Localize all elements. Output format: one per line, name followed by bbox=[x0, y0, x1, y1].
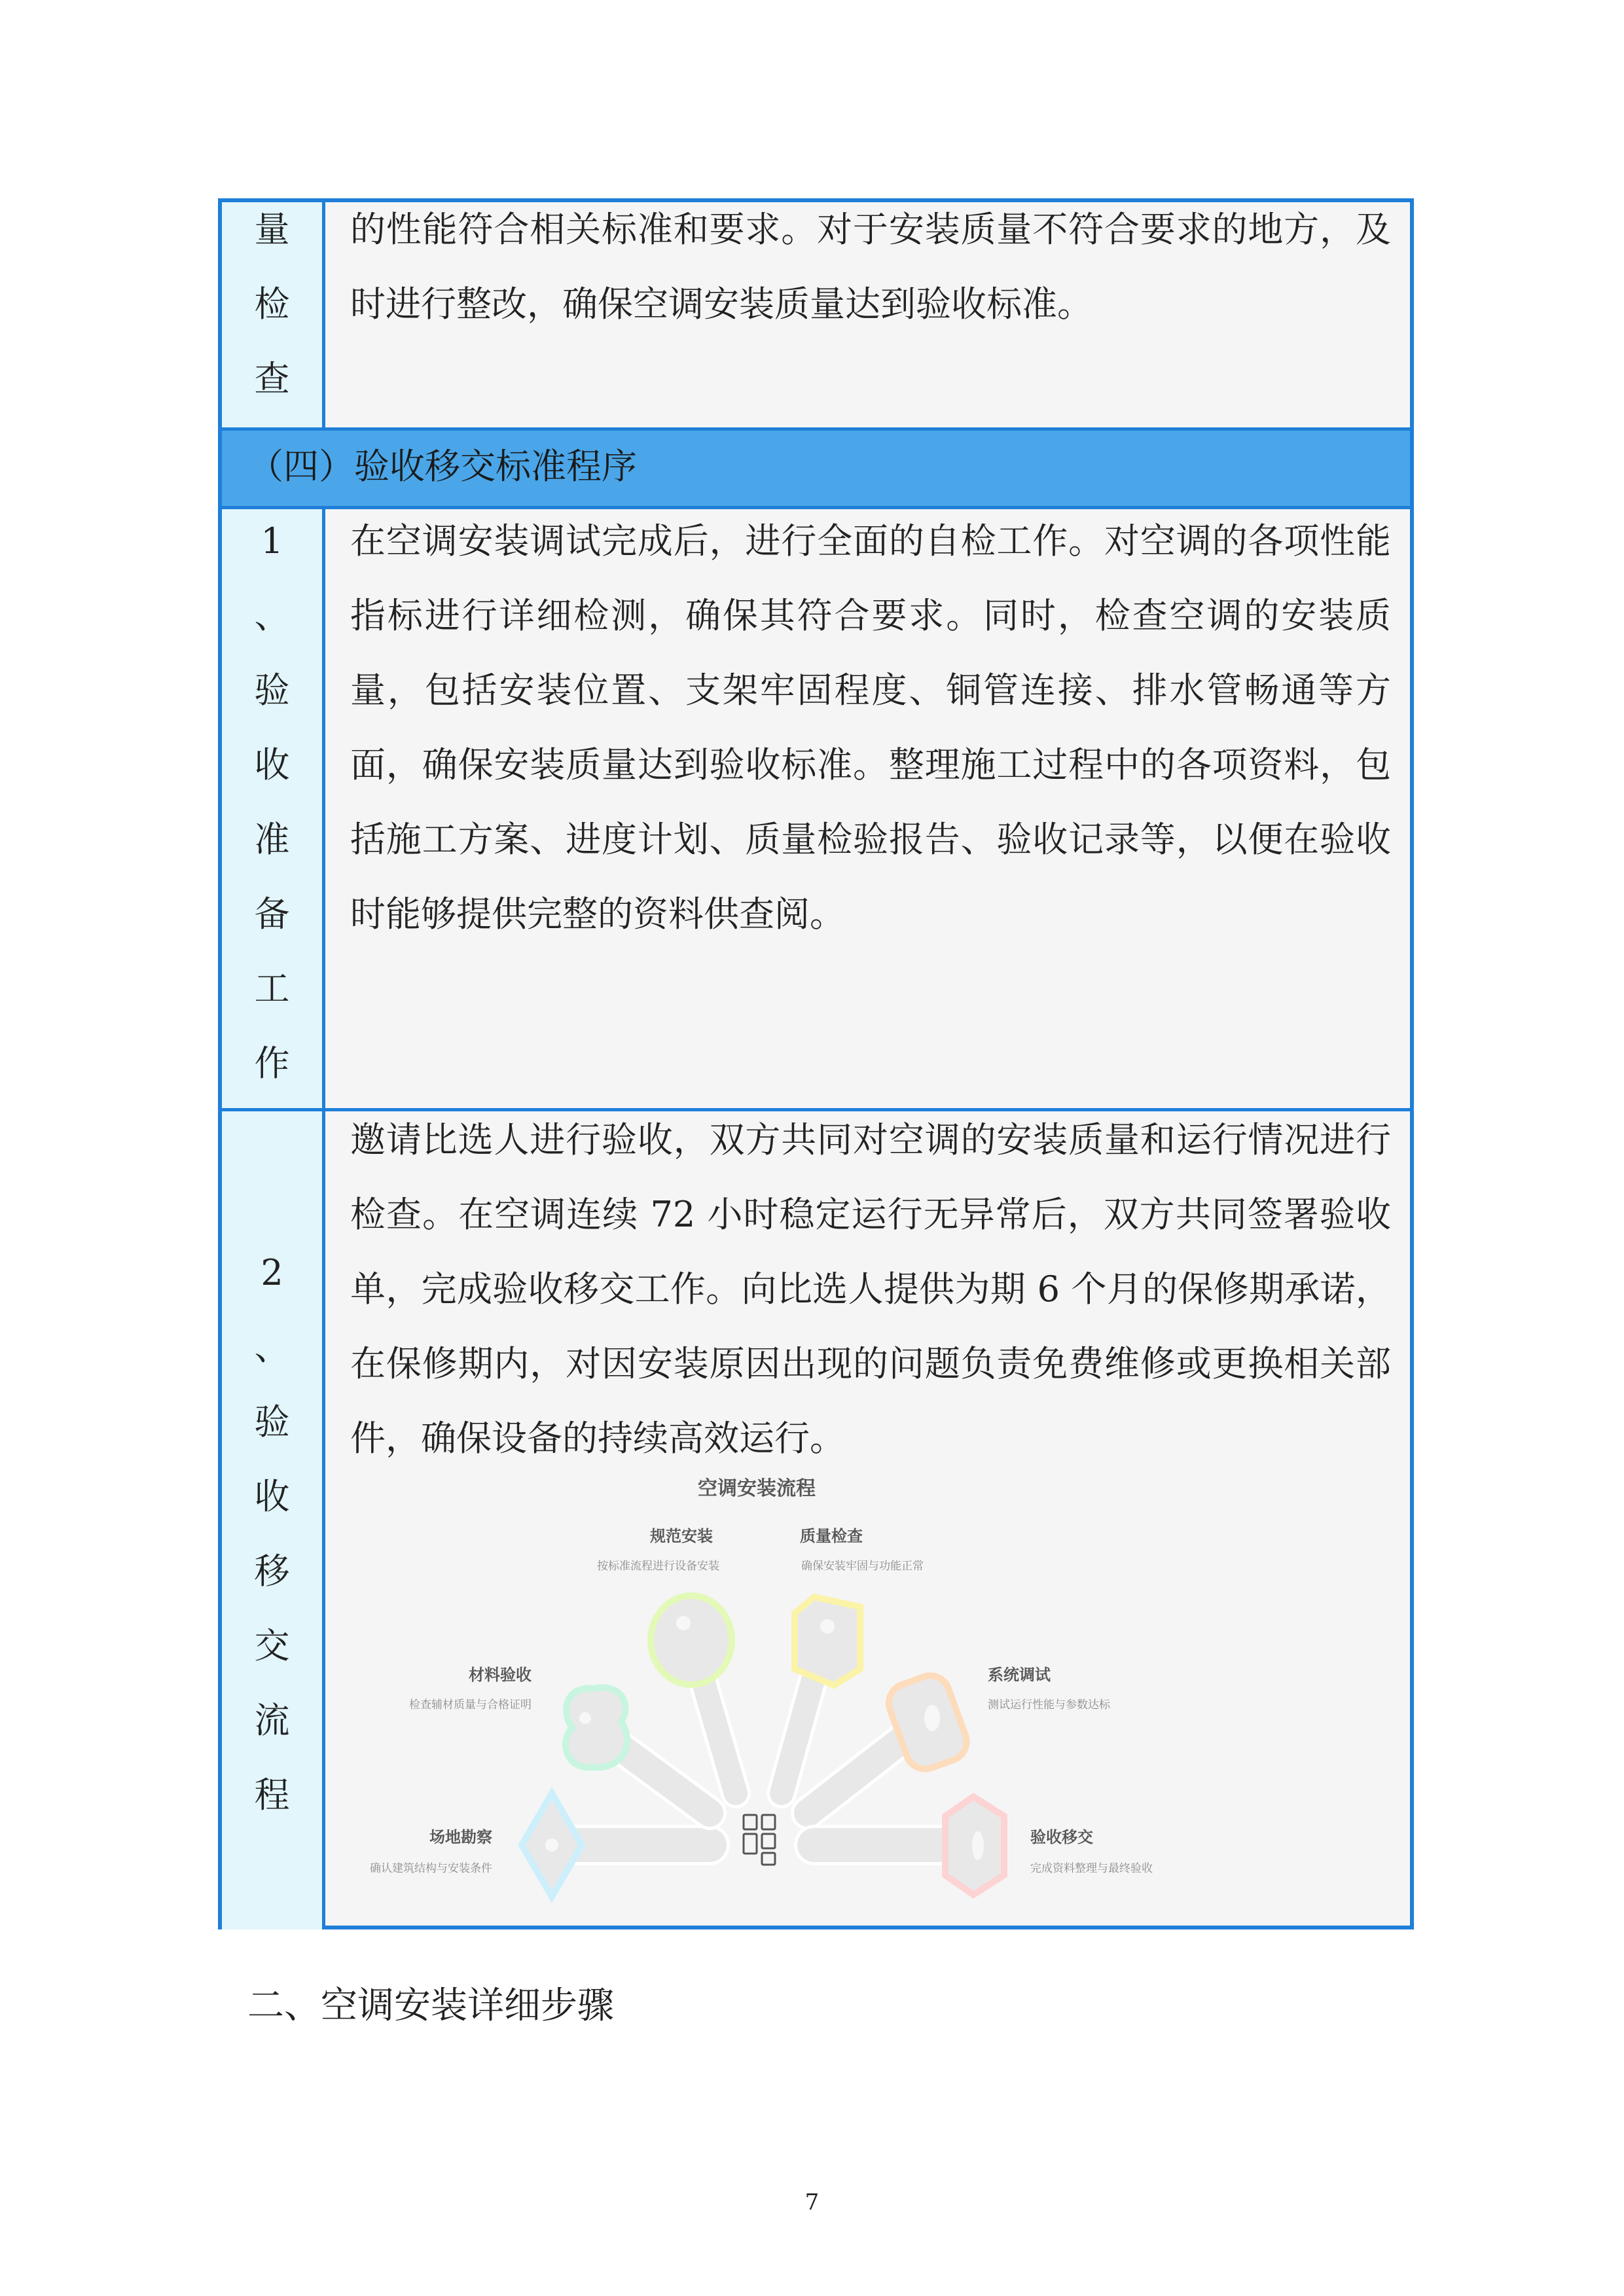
label-char: 交 bbox=[254, 1625, 290, 1666]
page-number: 7 bbox=[804, 2189, 820, 2215]
row-text: 邀请比选人进行验收，双方共同对空调的安装质量和运行情况进行检查。在空调连续 72 小时稳定运行无异常后，双方共同签署验收单，完成验收移交工作。向比选人提供为期 6 个月的保修期承诺，在保修期内，对因安装原因出现的问题负责免费维修或更换相关部件，确保设备的持续高效运行。 bbox=[350, 1119, 1391, 1459]
step-description: 检查辅材质量与合格证明 bbox=[409, 1698, 532, 1712]
table-row-acceptance-prep bbox=[222, 509, 1410, 1111]
step-title: 材料验收 bbox=[469, 1666, 532, 1684]
section-header-row bbox=[222, 431, 1410, 509]
row-text: 的性能符合相关标准和要求。对于安装质量不符合要求的地方，及时进行整改，确保空调安装质量达到验收标准。 bbox=[350, 209, 1391, 325]
key-material-inspection-icon bbox=[566, 1687, 627, 1767]
step-description: 测试运行性能与参数达标 bbox=[988, 1698, 1110, 1712]
key-quality-check-icon bbox=[795, 1597, 860, 1685]
infographic-title: 空调安装流程 bbox=[698, 1477, 816, 1500]
key-handover-icon bbox=[945, 1797, 1004, 1895]
installation-flow-infographic bbox=[343, 1460, 1390, 1926]
label-char: 验 bbox=[254, 1401, 290, 1443]
step-title: 场地勘察 bbox=[429, 1828, 492, 1846]
label-char: 准 bbox=[254, 819, 290, 860]
step-description: 确保安装牢固与功能正常 bbox=[801, 1560, 924, 1573]
table-row-quality-check bbox=[222, 202, 1410, 431]
section-heading: 二、空调安装详细步骤 bbox=[247, 1984, 614, 2027]
label-char: 收 bbox=[254, 1476, 290, 1517]
label-char: 收 bbox=[254, 744, 290, 785]
step-title: 系统调试 bbox=[988, 1666, 1051, 1684]
label-char: 移 bbox=[254, 1551, 290, 1592]
key-installation-icon bbox=[651, 1596, 732, 1685]
label-char: 2 bbox=[261, 1252, 283, 1293]
control-panel-icon bbox=[744, 1815, 775, 1865]
step-description: 按标准流程进行设备安装 bbox=[597, 1560, 719, 1573]
label-char: 备 bbox=[254, 893, 290, 935]
label-char: 程 bbox=[254, 1774, 290, 1816]
label-char: 1 bbox=[261, 520, 283, 562]
label-char: 作 bbox=[254, 1043, 290, 1084]
step-title: 质量检查 bbox=[800, 1527, 863, 1545]
label-char: 查 bbox=[254, 358, 290, 399]
label-char: 验 bbox=[254, 670, 290, 711]
label-char: 量 bbox=[254, 209, 290, 250]
label-char: 流 bbox=[254, 1700, 290, 1741]
row-label-cell bbox=[222, 509, 325, 1108]
label-char: 、 bbox=[254, 1327, 290, 1368]
step-description: 完成资料整理与最终验收 bbox=[1030, 1862, 1153, 1875]
row-text: 在空调安装调试完成后，进行全面的自检工作。对空调的各项性能指标进行详细检测，确保其符合要求。同时，检查空调的安装质量，包括安装位置、支架牢固程度、铜管连接、排水管畅通等方面，确保安装质量达到验收标准。整理施工过程中的各项资料，包括施工方案、进度计划、质量检验报告、验收记录等，以便在验收时能够提供完整的资料供查阅。 bbox=[350, 520, 1391, 935]
row-label-cell bbox=[222, 202, 325, 427]
step-title: 规范安装 bbox=[650, 1527, 713, 1545]
section-header-text: （四）验收移交标准程序 bbox=[248, 446, 637, 487]
step-title: 验收移交 bbox=[1030, 1828, 1093, 1846]
row-label-cell bbox=[222, 1111, 325, 1929]
label-char: 检 bbox=[254, 283, 290, 325]
label-char: 、 bbox=[254, 595, 290, 636]
key-site-survey-icon bbox=[522, 1793, 582, 1897]
label-char: 工 bbox=[254, 968, 290, 1009]
step-description: 确认建筑结构与安装条件 bbox=[370, 1862, 492, 1875]
